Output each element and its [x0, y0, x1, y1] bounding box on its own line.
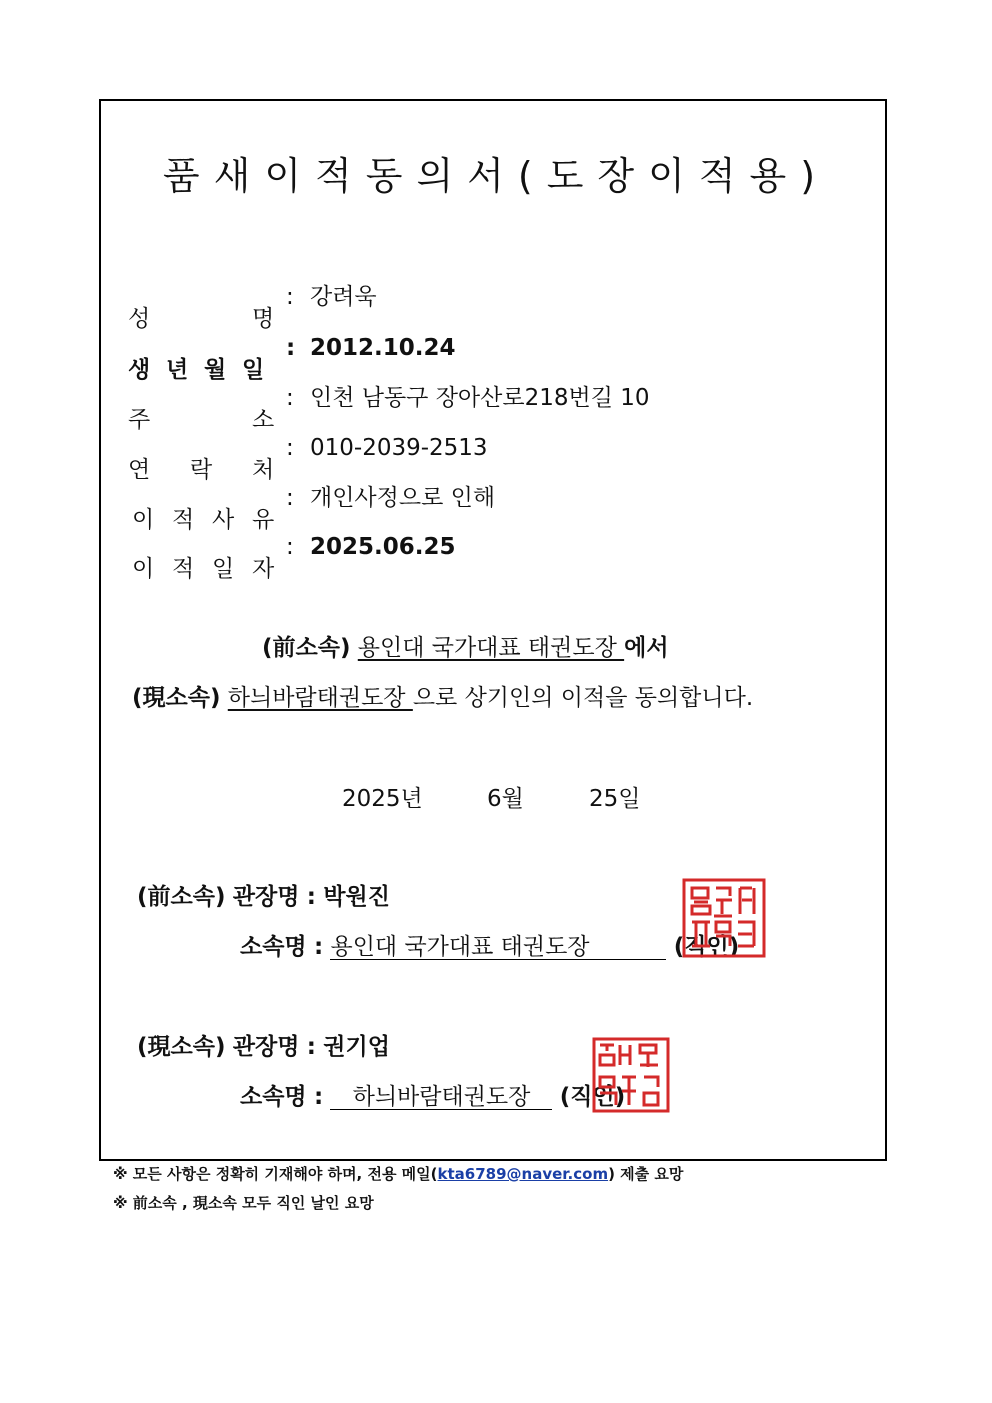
email-link[interactable]: kta6789@naver.com [437, 1165, 609, 1183]
note-line-1: ※ 모든 사항은 정확히 기재해야 하며, 전용 메일(kta6789@naver.com) 제출 요망 [113, 1165, 684, 1183]
field-reason: 이 적 사 유 : 개인사정으로 인해 [132, 485, 496, 533]
field-date-value: 2025.06.25 [310, 534, 456, 560]
field-birth-value: 2012.10.24 [310, 335, 456, 361]
prev-gym-row: 소속명 : 용인대 국가대표 태권도장 (직인) [240, 934, 740, 960]
field-name-value: 강려욱 [310, 284, 377, 310]
statement-prev: (前소속) 용인대 국가대표 태권도장 에서 [262, 635, 669, 661]
new-seal-stamp [592, 1037, 670, 1113]
field-address-value: 인천 남동구 장아산로218번길 10 [310, 385, 650, 411]
field-address: 주 소 : 인천 남동구 장아산로218번길 10 [128, 385, 650, 433]
new-seal-label: (직인) [559, 1084, 626, 1110]
prev-gym-value: 용인대 국가대표 태권도장 [330, 935, 666, 960]
prev-head-value: 박원진 [323, 884, 390, 910]
field-date: 이 적 일 자 : 2025.06.25 [132, 534, 456, 582]
new-head-value: 권기업 [323, 1034, 390, 1060]
new-head-row: (現소속) 관장명 : 권기업 [137, 1034, 390, 1060]
field-reason-value: 개인사정으로 인해 [310, 485, 496, 511]
field-contact: 연 락 처 : 010-2039-2513 [128, 435, 488, 483]
field-birth: 생 년 월 일 : 2012.10.24 [128, 335, 456, 383]
note-line-2: ※ 前소속 , 現소속 모두 직인 날인 요망 [113, 1194, 374, 1212]
document-title: 품새이적동의서(도장이적용) [162, 154, 830, 198]
statement-prev-gym: 용인대 국가대표 태권도장 [357, 635, 625, 661]
prev-head-row: (前소속) 관장명 : 박원진 [137, 884, 390, 910]
prev-seal-stamp [682, 878, 766, 958]
field-name: 성 명 : 강려욱 [128, 284, 377, 332]
statement-new-gym: 하늬바람태권도장 [227, 685, 413, 711]
sign-year: 2025년 [342, 786, 423, 812]
form-frame [99, 99, 887, 1161]
new-gym-value: 하늬바람태권도장 [330, 1085, 552, 1110]
sign-day: 25일 [589, 786, 641, 812]
new-gym-row: 소속명 : 하늬바람태권도장 (직인) [240, 1084, 626, 1110]
sign-month: 6월 [487, 786, 524, 812]
statement-new: (現소속) 하늬바람태권도장 으로 상기인의 이적을 동의합니다. [132, 685, 754, 711]
field-contact-value: 010-2039-2513 [310, 435, 488, 461]
prev-seal-label: (직인) [673, 934, 740, 960]
